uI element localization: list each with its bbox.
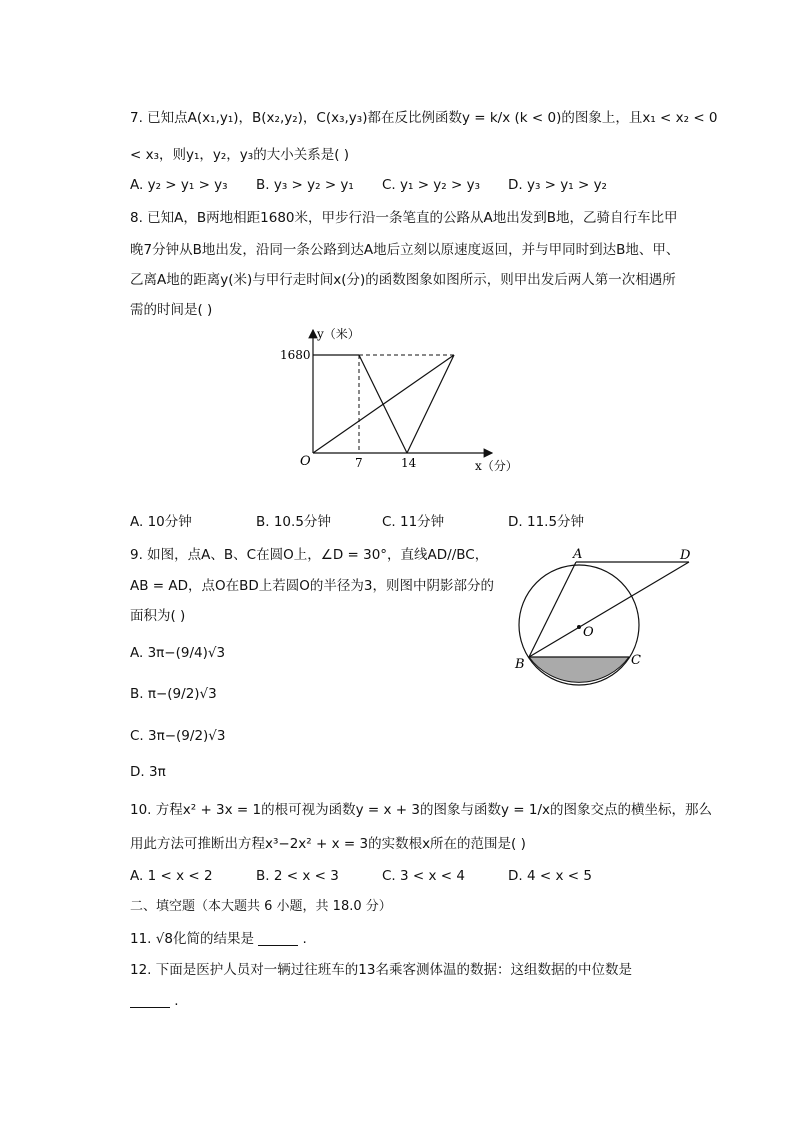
q9-label-c: C <box>631 653 641 668</box>
q10-option-b: B. 2 < x < 3 <box>256 868 339 884</box>
q8-yi-line-up <box>407 355 454 453</box>
q8-option-d: D. 11.5分钟 <box>508 514 585 530</box>
q9-line2: AB = AD，点O在BD上若圆O的半径为3，则图中阴影部分的 <box>130 578 495 594</box>
q11-answer-blank[interactable] <box>258 931 298 946</box>
q8-y-tick: 1680 <box>280 348 311 362</box>
q7-option-d: D. y₃ > y₁ > y₂ <box>508 177 607 193</box>
q9-center-dot <box>577 625 581 629</box>
q8-y-label: y（米） <box>317 327 360 341</box>
q8-line4: 需的时间是( ) <box>130 302 213 318</box>
q9-circle-figure <box>505 540 705 695</box>
q8-x-tick-7: 7 <box>355 456 363 470</box>
q10-line2: 用此方法可推断出方程x³−2x² + x = 3的实数根x所在的范围是( ) <box>130 836 526 852</box>
q11-text: 11. √8化简的结果是 <box>130 931 254 947</box>
q8-origin: O <box>300 454 311 469</box>
q9-label-b: B <box>515 657 525 672</box>
q9-line3: 面积为( ) <box>130 608 186 624</box>
q7-option-c: C. y₁ > y₂ > y₃ <box>382 177 481 193</box>
q8-option-c: C. 11分钟 <box>382 514 445 530</box>
q9-option-a: A. 3π−(9/4)√3 <box>130 645 226 661</box>
q10-option-a: A. 1 < x < 2 <box>130 868 213 884</box>
q9-shaded-segment <box>529 657 629 682</box>
q8-graph <box>270 322 530 477</box>
q10-option-c: C. 3 < x < 4 <box>382 868 465 884</box>
q7-options <box>130 175 690 195</box>
q9-line1: 9. 如图，点A、B、C在圆O上，∠D = 30°，直线AD//BC， <box>130 547 489 563</box>
q12-line2 <box>130 991 179 1011</box>
q7-line1: 7. 已知点A(x₁,y₁)，B(x₂,y₂)，C(x₃,y₃)都在反比例函数y = k/x (k < 0)的图象上，且x₁ < x₂ < 0 <box>130 110 718 126</box>
q10-options <box>130 866 690 886</box>
q7-line2: < x₃，则y₁，y₂，y₃的大小关系是( ) <box>130 147 350 163</box>
q8-options <box>130 512 690 532</box>
q8-option-a: A. 10分钟 <box>130 514 192 530</box>
q8-line2: 晚7分钟从B地出发，沿同一条公路到达A地后立刻以原速度返回，并与甲同时到达B地、甲、 <box>130 242 680 258</box>
q9-label-o: O <box>583 625 594 640</box>
q10-line1: 10. 方程x² + 3x = 1的根可视为函数y = x + 3的图象与函数y = 1/x的图象交点的横坐标，那么 <box>130 802 712 818</box>
q12-line1: 12. 下面是医护人员对一辆过往班车的13名乘客测体温的数据：这组数据的中位数是 <box>130 962 632 978</box>
q8-line1: 8. 已知A，B两地相距1680米，甲步行沿一条笔直的公路从A地出发到B地，乙骑自行车比甲 <box>130 210 678 226</box>
q7-option-b: B. y₃ > y₂ > y₁ <box>256 177 354 193</box>
q8-x-tick-14: 14 <box>401 456 417 470</box>
q12-answer-blank[interactable] <box>130 993 170 1008</box>
q9-option-b: B. π−(9/2)√3 <box>130 686 217 702</box>
q9-option-c: C. 3π−(9/2)√3 <box>130 728 226 744</box>
q8-x-label: x（分） <box>475 459 518 473</box>
q9-option-d: D. 3π <box>130 764 166 780</box>
q8-line3: 乙离A地的距离y(米)与甲行走时间x(分)的函数图象如图所示，则甲出发后两人第一次相遇所 <box>130 272 676 288</box>
q11 <box>130 929 307 949</box>
q9-label-d: D <box>680 548 691 563</box>
q11-tail: . <box>302 931 307 947</box>
q10-option-d: D. 4 < x < 5 <box>508 868 592 884</box>
q8-option-b: B. 10.5分钟 <box>256 514 331 530</box>
q9-label-a: A <box>573 547 583 562</box>
q7-option-a: A. y₂ > y₁ > y₃ <box>130 177 228 193</box>
q8-yi-line-down <box>359 355 407 453</box>
q12-tail: . <box>174 993 179 1009</box>
section-2-title: 二、填空题（本大题共 6 小题，共 18.0 分） <box>130 899 392 914</box>
